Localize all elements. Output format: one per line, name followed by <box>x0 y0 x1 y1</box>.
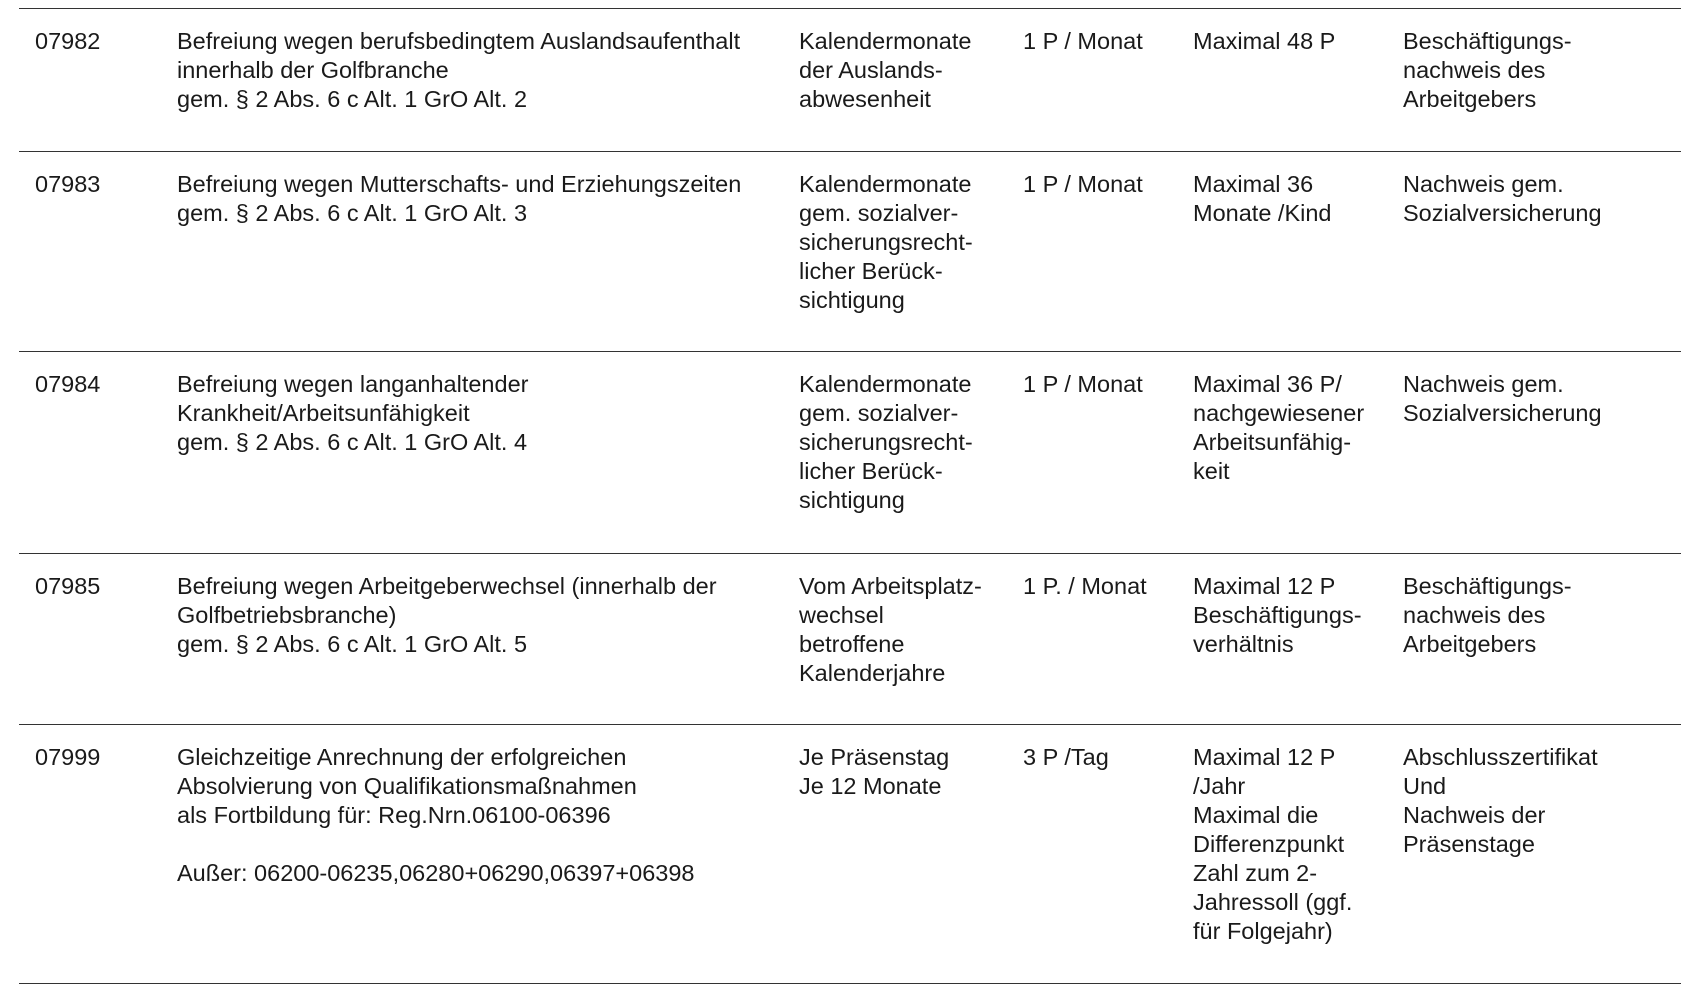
basis-cell: Kalendermonate gem. sozialver- sicherungsrecht- licher Berück- sichtigung <box>799 371 973 513</box>
basis-cell: Vom Arbeitsplatz- wechsel betroffene Kalenderjahre <box>799 573 982 686</box>
maximum-cell: Maximal 36 P/ nachgewiesener Arbeitsunfähig- keit <box>1193 371 1365 484</box>
points-cell: 3 P /Tag <box>1023 744 1109 770</box>
description-cell: Befreiung wegen Arbeitgeberwechsel (innerhalb der Golfbetriebsbranche) gem. § 2 Abs. 6 c Alt. 1 GrO Alt. 5 <box>177 573 717 657</box>
points-cell: 1 P / Monat <box>1023 171 1143 197</box>
table-row <box>19 553 1681 724</box>
points-cell: 1 P / Monat <box>1023 28 1143 54</box>
reg-code-cell: 07983 <box>35 171 101 197</box>
points-table <box>19 8 1681 984</box>
maximum-cell: Maximal 48 P <box>1193 28 1336 54</box>
description-cell: Gleichzeitige Anrechnung der erfolgreichen Absolvierung von Qualifikationsmaßnahmen als Fortbildung für: Reg.Nrn.06100-06396 Außer: 06200-06235,06280+06290,06397+06398 <box>177 744 695 886</box>
proof-cell: Beschäftigungs- nachweis des Arbeitgebers <box>1403 573 1572 657</box>
maximum-cell: Maximal 12 P Beschäftigungs- verhältnis <box>1193 573 1362 657</box>
table-row <box>19 724 1681 984</box>
basis-cell: Kalendermonate der Auslands- abwesenheit <box>799 28 972 112</box>
description-cell: Befreiung wegen berufsbedingtem Auslandsaufenthalt innerhalb der Golfbranche gem. § 2 Abs. 6 c Alt. 1 GrO Alt. 2 <box>177 28 741 112</box>
reg-code-cell: 07982 <box>35 28 101 54</box>
reg-code-cell: 07984 <box>35 371 101 397</box>
proof-cell: Nachweis gem. Sozialversicherung <box>1403 171 1602 226</box>
maximum-cell: Maximal 12 P /Jahr Maximal die Differenzpunkt Zahl zum 2- Jahressoll (ggf. für Folgejahr) <box>1193 744 1353 944</box>
basis-cell: Je Präsenstag Je 12 Monate <box>799 744 950 799</box>
points-cell: 1 P. / Monat <box>1023 573 1147 599</box>
points-cell: 1 P / Monat <box>1023 371 1143 397</box>
proof-cell: Beschäftigungs- nachweis des Arbeitgebers <box>1403 28 1572 112</box>
table-row <box>19 151 1681 351</box>
proof-cell: Abschlusszertifikat Und Nachweis der Präsenstage <box>1403 744 1598 857</box>
maximum-cell: Maximal 36 Monate /Kind <box>1193 171 1332 226</box>
reg-code-cell: 07985 <box>35 573 101 599</box>
table-row <box>19 8 1681 151</box>
description-cell: Befreiung wegen langanhaltender Krankheit/Arbeitsunfähigkeit gem. § 2 Abs. 6 c Alt. 1 GrO Alt. 4 <box>177 371 529 455</box>
reg-code-cell: 07999 <box>35 744 101 770</box>
description-cell: Befreiung wegen Mutterschafts- und Erziehungszeiten gem. § 2 Abs. 6 c Alt. 1 GrO Alt. 3 <box>177 171 742 226</box>
proof-cell: Nachweis gem. Sozialversicherung <box>1403 371 1602 426</box>
basis-cell: Kalendermonate gem. sozialver- sicherungsrecht- licher Berück- sichtigung <box>799 171 973 313</box>
table-row <box>19 351 1681 553</box>
